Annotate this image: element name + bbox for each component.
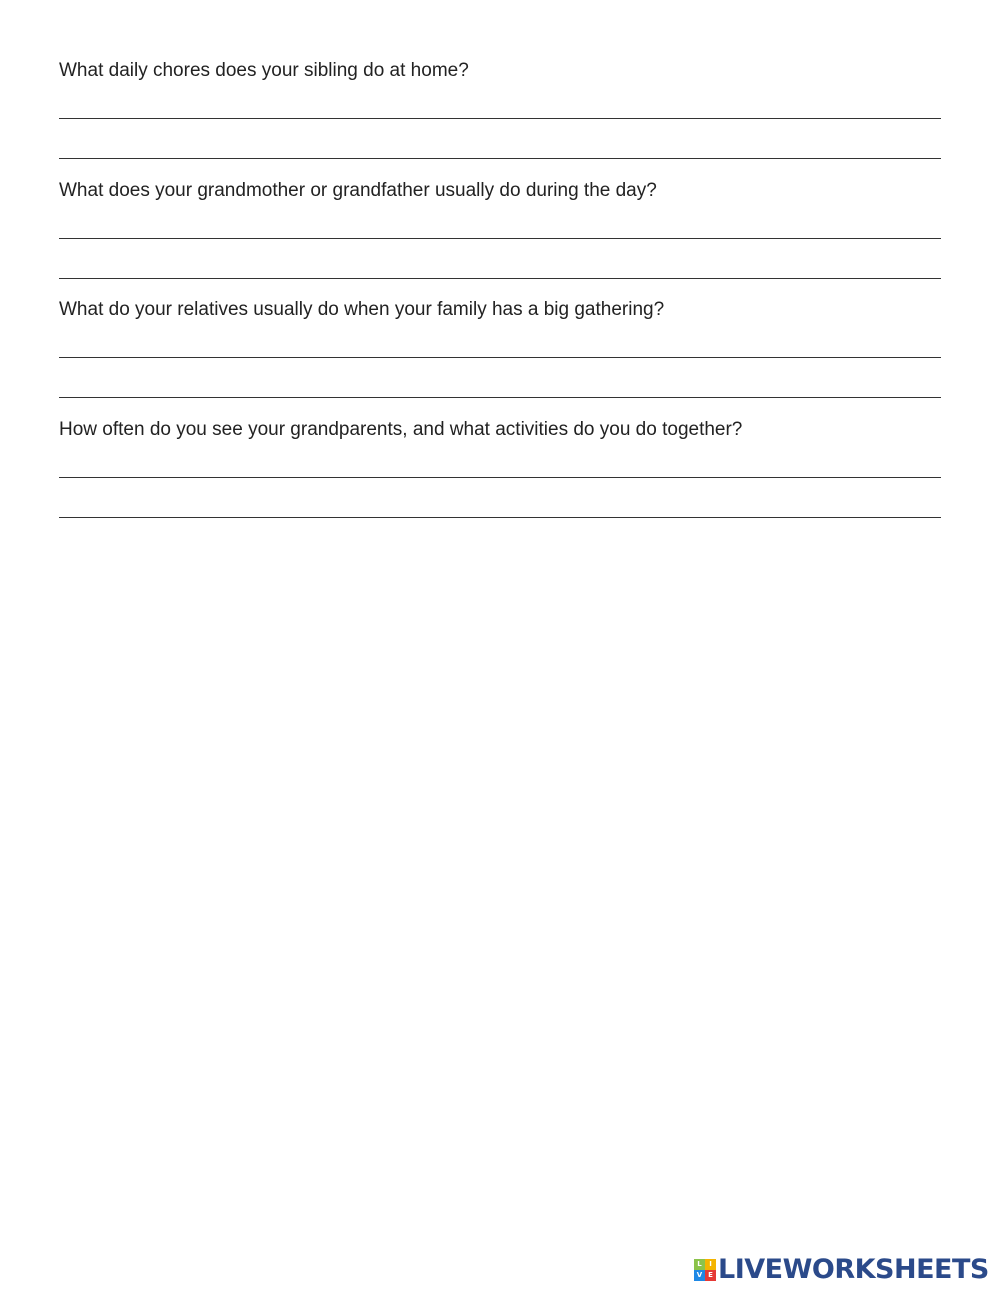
liveworksheets-logo-icon	[694, 1259, 716, 1281]
question-text: What does your grandmother or grandfather usually do during the day?	[59, 179, 657, 201]
logo-square-l: L	[694, 1259, 705, 1270]
question-text: How often do you see your grandparents, and what activities do you do together?	[59, 418, 743, 440]
question-block-2	[59, 178, 941, 298]
answer-line[interactable]	[59, 158, 941, 159]
question-text: What do your relatives usually do when your family has a big gathering?	[59, 299, 665, 320]
liveworksheets-logo	[694, 1256, 989, 1284]
answer-line[interactable]	[59, 238, 941, 239]
question-block-4	[59, 417, 941, 537]
question-block-1	[59, 58, 941, 178]
question-block-3	[59, 297, 941, 417]
answer-line[interactable]	[59, 357, 941, 358]
logo-square-e: E	[705, 1270, 716, 1281]
logo-square-v: V	[694, 1270, 705, 1281]
answer-line[interactable]	[59, 118, 941, 119]
answer-line[interactable]	[59, 477, 941, 478]
answer-line[interactable]	[59, 278, 941, 279]
logo-square-i: I	[705, 1259, 716, 1270]
answer-line[interactable]	[59, 517, 941, 518]
worksheet	[59, 58, 941, 536]
liveworksheets-logo-text: LIVEWORKSHEETS	[718, 1254, 989, 1285]
answer-line[interactable]	[59, 397, 941, 398]
question-text: What daily chores does your sibling do at home?	[59, 60, 469, 81]
